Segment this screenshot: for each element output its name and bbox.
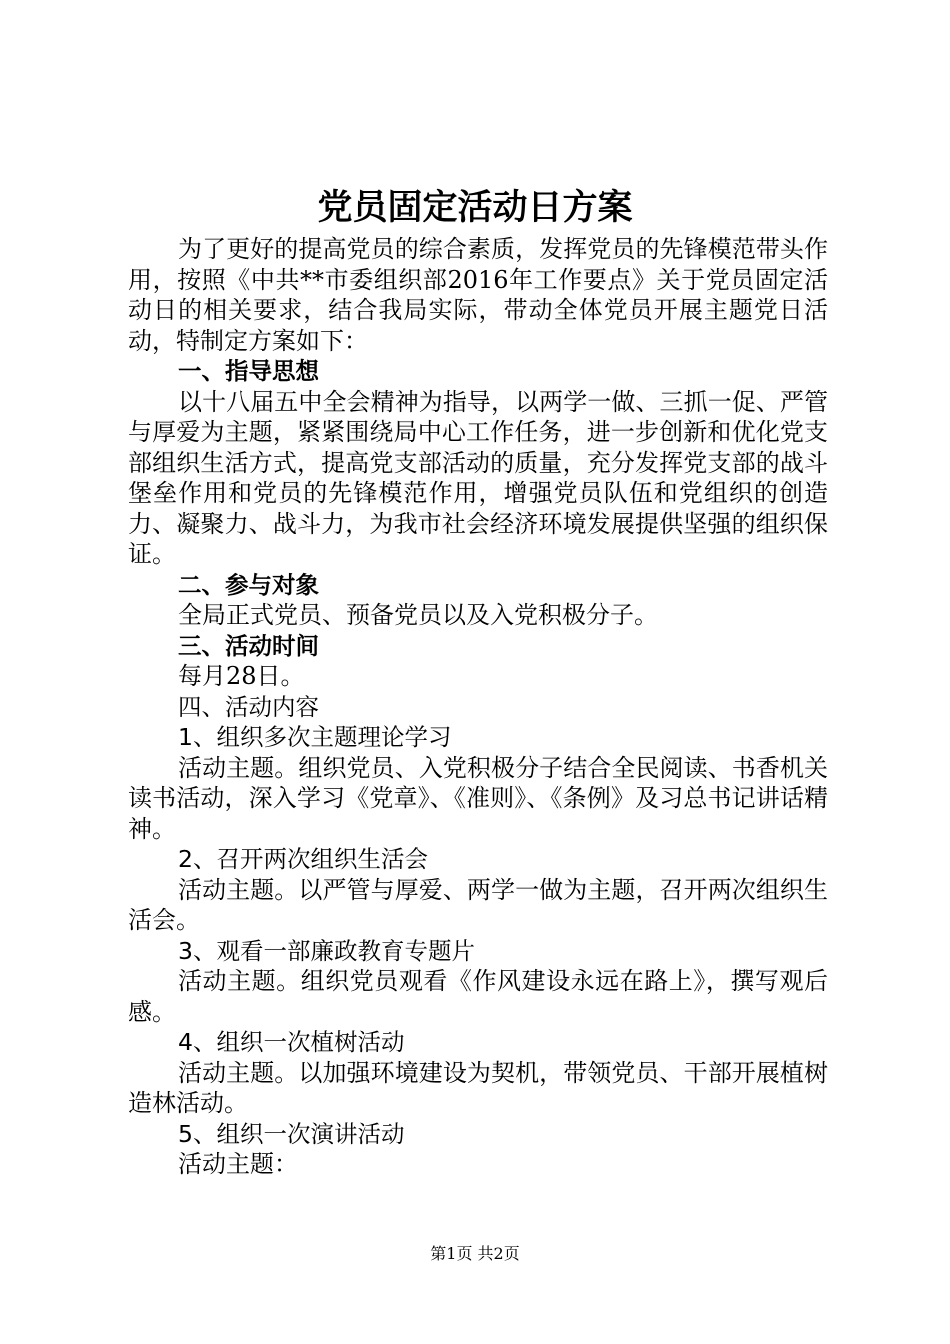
tree-planting-paragraph: 活动主题。以加强环境建设为契机，带领党员、干部开展植树造林活动。 <box>128 1058 828 1117</box>
section-heading-activity-time: 三、活动时间 <box>178 631 319 660</box>
page-number: 第1页 <box>430 1244 473 1263</box>
document-body <box>128 234 828 1180</box>
activity-time-paragraph: 每月28日。 <box>178 662 305 690</box>
item-heading-organizational-meeting: 2、召开两次组织生活会 <box>178 845 428 873</box>
intro-paragraph: 为了更好的提高党员的综合素质，发挥党员的先锋模范带头作用，按照《中共**市委组织部2016年工作要点》关于党员固定活动日的相关要求，结合我局实际，带动全体党员开展主题党日活动，特制定方案如下： <box>128 235 828 355</box>
page-footer <box>0 1243 950 1265</box>
document-title: 党员固定活动日方案 <box>317 188 633 228</box>
guiding-ideology-paragraph: 以十八届五中全会精神为指导，以两学一做、三抓一促、严管与厚爱为主题，紧紧围绕局中心工作任务，进一步创新和优化党支部组织生活方式，提高党支部活动的质量，充分发挥党支部的战斗堡垒作用和党员的先锋模范作用，增强党员队伍和党组织的创造力、凝聚力、战斗力，为我市社会经济环境发展提供坚强的组织保证。 <box>128 387 828 568</box>
participants-paragraph: 全局正式党员、预备党员以及入党积极分子。 <box>178 601 658 629</box>
item-heading-integrity-film: 3、观看一部廉政教育专题片 <box>178 936 475 965</box>
page-total: 共2页 <box>477 1244 520 1263</box>
item-heading-theory-study: 1、组织多次主题理论学习 <box>178 723 452 751</box>
section-heading-participants: 二、参与对象 <box>178 570 319 599</box>
theory-study-paragraph: 活动主题。组织党员、入党积极分子结合全民阅读、书香机关读书活动，深入学习《党章》、《准则》、《条例》及习总书记讲话精神。 <box>128 753 828 843</box>
item-heading-speech-activity: 5、组织一次演讲活动 <box>178 1119 405 1148</box>
item-heading-tree-planting: 4、组织一次植树活动 <box>178 1028 405 1056</box>
section-heading-guiding-ideology: 一、指导思想 <box>178 357 319 385</box>
section-heading-activity-content: 四、活动内容 <box>178 692 319 721</box>
organizational-meeting-paragraph: 活动主题。以严管与厚爱、两学一做为主题，召开两次组织生活会。 <box>128 875 828 934</box>
speech-activity-paragraph: 活动主题： <box>178 1150 298 1178</box>
integrity-film-paragraph: 活动主题。组织党员观看《作风建设永远在路上》，撰写观后感。 <box>128 967 828 1026</box>
